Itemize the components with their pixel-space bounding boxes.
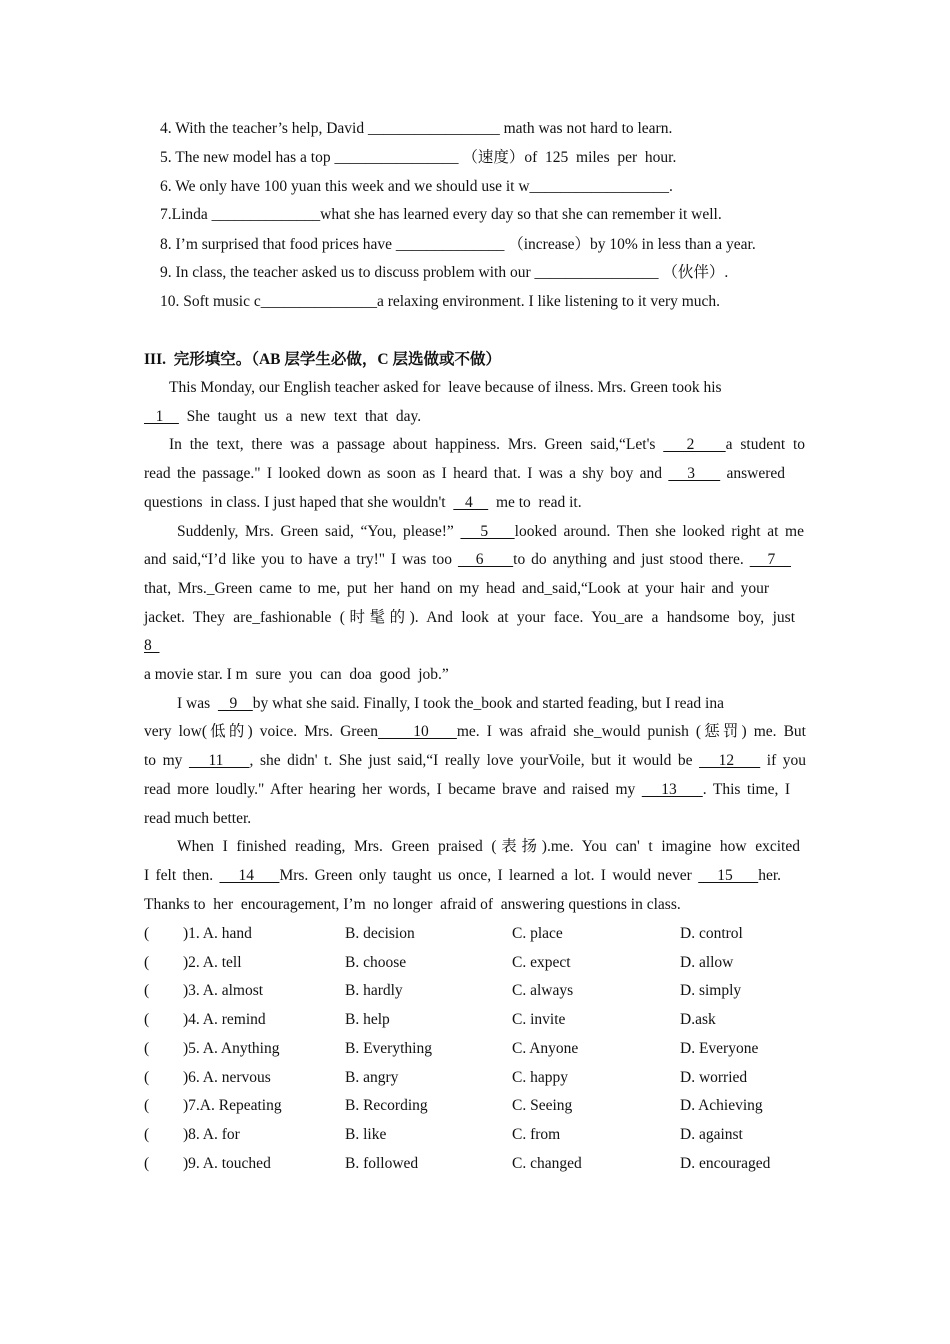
answer-blank[interactable]: 11: [188, 752, 250, 770]
line-text: , she didn' t. She just said,“I really love yourVoile, but it would be: [249, 752, 700, 770]
passage-line: [169, 435, 805, 455]
option-b: B. help: [345, 1011, 390, 1029]
option-d: D. against: [680, 1125, 743, 1143]
answer-paren[interactable]: (: [144, 1011, 150, 1029]
passage-line: [144, 665, 449, 685]
exercise-item: [160, 148, 676, 168]
line-text: that, Mrs._Green came to me, put her hand on my head and_said,“Look at your hair and your: [144, 579, 769, 597]
answer-paren[interactable]: (: [144, 1125, 150, 1143]
line-text: . This time, I: [702, 780, 790, 798]
line-text: me. I was afraid she_would punish (惩罚) me. But: [456, 723, 806, 741]
answer-paren[interactable]: (: [144, 1039, 150, 1057]
option-c: C. place: [512, 925, 563, 942]
exercise-item: [160, 235, 756, 255]
option-d: D.ask: [680, 1011, 716, 1029]
option-d: D. simply: [680, 982, 742, 1000]
option-a: )1. A. hand: [183, 925, 252, 942]
answer-paren[interactable]: (: [144, 982, 150, 1000]
option-c: C. Anyone: [512, 1039, 579, 1057]
line-text: a student to: [725, 436, 806, 454]
passage-line: [144, 636, 160, 656]
option-c: C. happy: [512, 1068, 568, 1086]
line-text: In the text, there was a passage about happiness. Mrs. Green said,“Let's: [169, 436, 664, 454]
passage-line: [144, 722, 806, 742]
line-text: When I finished reading, Mrs. Green praised (表扬).me. You can' t imagine how excited: [177, 838, 800, 856]
passage-line: [144, 550, 791, 570]
line-text: read much better.: [144, 809, 252, 827]
option-a: )2. A. tell: [183, 953, 242, 971]
option-a: )3. A. almost: [183, 982, 264, 1000]
option-b: B. Everything: [345, 1039, 432, 1057]
option-d: D. worried: [680, 1068, 748, 1086]
line-text: I felt then.: [144, 866, 220, 884]
passage-line: [144, 780, 790, 800]
passage-line: [177, 694, 773, 714]
option-c: C. Seeing: [512, 1097, 573, 1115]
answer-paren[interactable]: (: [144, 1154, 150, 1172]
answer-blank[interactable]: 14: [219, 866, 280, 884]
option-b: B. Recording: [345, 1097, 428, 1115]
line-text: She taught us a new text that day.: [178, 407, 422, 425]
option-b: B. choose: [345, 953, 407, 971]
line-text: Thanks to her encouragement, I’m no longer afraid of answering questions in class.: [144, 895, 681, 913]
answer-blank[interactable]: 2: [663, 436, 726, 454]
line-text: jacket. They are_fashionable (时髦的). And look at your face. You_are a handsome boy, just: [144, 608, 795, 626]
line-text: 6. We only have 100 yuan this week and we should use it w__________________.: [160, 178, 673, 195]
answer-paren[interactable]: (: [144, 1068, 150, 1086]
option-c: C. invite: [512, 1011, 566, 1029]
exercise-item: [160, 205, 722, 225]
option-c: C. from: [512, 1125, 561, 1143]
line-text: read the passage." I looked down as soon as I heard that. I was a shy boy and: [144, 465, 669, 483]
passage-line: [144, 493, 582, 513]
passage-line: [177, 837, 800, 857]
exercise-item: [160, 263, 728, 283]
line-text: and said,“I’d like you to have a try!" I was too: [144, 551, 458, 569]
line-text: to my: [144, 752, 189, 770]
exercise-item: [160, 119, 672, 139]
answer-paren[interactable]: (: [144, 925, 150, 942]
option-d: D. Everyone: [680, 1039, 759, 1057]
option-a: )9. A. touched: [183, 1154, 271, 1172]
line-text: I was: [177, 694, 218, 712]
option-d: D. encouraged: [680, 1154, 771, 1172]
passage-line: [177, 522, 804, 542]
option-d: D. Achieving: [680, 1097, 763, 1115]
line-text: answered: [720, 465, 786, 483]
answer-blank[interactable]: 9: [217, 694, 253, 712]
passage-line: [144, 407, 421, 427]
line-text: by what she said. Finally, I took the_book and started feading, but I read ina: [252, 694, 724, 712]
passage-line: [144, 866, 781, 886]
option-b: B. followed: [345, 1154, 419, 1172]
option-a: )8. A. for: [183, 1125, 240, 1143]
line-text: her.: [758, 866, 781, 884]
option-a: )5. A. Anything: [183, 1039, 280, 1057]
line-text: This Monday, our English teacher asked for leave because of ilness. Mrs. Green took his: [169, 379, 722, 396]
option-d: D. allow: [680, 953, 734, 971]
answer-blank[interactable]: 13: [641, 780, 703, 798]
answer-paren[interactable]: (: [144, 953, 150, 971]
answer-blank[interactable]: 8: [144, 637, 160, 655]
option-b: B. angry: [345, 1068, 399, 1086]
section-title: III. 完形填空。（AB 层学生必做，C 层选做或不做）: [144, 351, 501, 368]
line-text: looked around. Then she looked right at me: [514, 522, 804, 540]
answer-blank[interactable]: 7: [749, 551, 792, 569]
answer-blank[interactable]: 15: [698, 866, 759, 884]
line-text: read more loudly." After hearing her words, I became brave and raised my: [144, 780, 642, 798]
answer-blank[interactable]: 1: [144, 407, 179, 425]
option-c: C. always: [512, 982, 574, 1000]
line-text: 9. In class, the teacher asked us to discuss problem with our ________________ （伙伴）.: [160, 264, 729, 281]
option-c: C. expect: [512, 953, 571, 971]
option-c: C. changed: [512, 1154, 582, 1172]
passage-line: [144, 895, 681, 915]
line-text: Mrs. Green only taught us once, I learned a lot. I would never: [279, 866, 699, 884]
answer-blank[interactable]: 5: [460, 522, 515, 540]
option-b: B. hardly: [345, 982, 403, 1000]
line-text: to do anything and just stood there.: [513, 551, 750, 569]
passage-line: [144, 809, 251, 829]
option-b: B. decision: [345, 925, 415, 942]
passage-line: [144, 579, 769, 599]
option-a: )6. A. nervous: [183, 1068, 271, 1086]
answer-blank[interactable]: 6: [457, 551, 514, 569]
option-a: )7.A. Repeating: [183, 1097, 282, 1115]
passage-line: [144, 608, 795, 628]
line-text: 7.Linda ______________what she has learned every day so that she can remember it well.: [160, 206, 722, 223]
passage-line: [169, 378, 766, 398]
option-b: B. like: [345, 1125, 387, 1143]
line-text: 10. Soft music c_______________a relaxing environment. I like listening to it very much.: [160, 293, 721, 310]
line-text: questions in class. I just haped that she wouldn't: [144, 493, 454, 511]
line-text: very low(低的) voice. Mrs. Green: [144, 723, 378, 741]
line-text: 8. I’m surprised that food prices have ______________ （increase）by 10% in less than a year.: [160, 236, 756, 253]
answer-blank[interactable]: 4: [453, 493, 489, 511]
passage-line: [144, 464, 785, 484]
option-d: D. control: [680, 925, 743, 942]
answer-paren[interactable]: (: [144, 1097, 150, 1115]
exercise-item: [160, 292, 720, 312]
answer-blank[interactable]: 12: [699, 752, 761, 770]
line-text: if you: [760, 752, 807, 770]
answer-blank[interactable]: 10: [377, 723, 457, 741]
line-text: me to read it.: [488, 493, 582, 511]
line-text: a movie star. I m sure you can doa good job.”: [144, 666, 449, 683]
answer-blank[interactable]: 3: [668, 465, 721, 483]
line-text: 4. With the teacher’s help, David _________________ math was not hard to learn.: [160, 120, 673, 137]
line-text: 5. The new model has a top ________________ （速度）of 125 miles per hour.: [160, 149, 677, 166]
option-a: )4. A. remind: [183, 1011, 266, 1029]
exercise-item: [160, 177, 673, 197]
passage-line: [144, 751, 806, 771]
line-text: Suddenly, Mrs. Green said, “You, please!”: [177, 522, 461, 540]
